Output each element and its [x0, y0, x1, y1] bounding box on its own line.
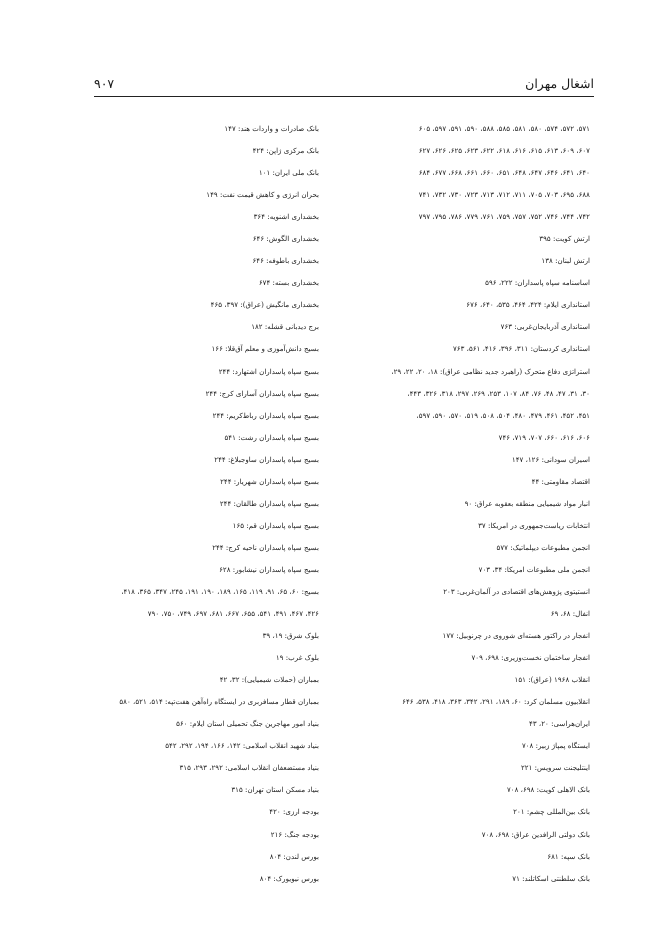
index-entry: بسیج سپاه پاسداران رباط‌کریم: ۲۴۴: [212, 410, 319, 420]
index-entry: انفال: ۶۸، ۶۹: [550, 609, 590, 619]
index-entry: بخشداری الگوش: ۶۴۶: [252, 234, 319, 244]
index-entry: بودجه جنگ: ۲۱۶: [270, 829, 319, 839]
index-entry: استانداری آذربایجان‌غربی: ۷۶۳: [500, 322, 590, 332]
index-entry: بانک سلطنتی اسکاتلند: ۷۱: [512, 873, 590, 883]
index-entry: انتخابات ریاست‌جمهوری در امریکا: ۳۷: [478, 520, 590, 530]
index-entry: بنیاد مستضعفان انقلاب اسلامی: ۲۹۲، ۲۹۳، ۳۱۵: [179, 763, 319, 773]
index-entry: ۴۵۱، ۴۵۲، ۴۶۱، ۴۷۹، ۴۸۰، ۵۰۴، ۵۰۸، ۵۱۹، ۵۷۰، ۵۹۰، ۵۹۷،: [416, 410, 590, 420]
index-entry: استانداری ایلام: ۴۲۴، ۴۶۴، ۵۳۵، ۶۴۰، ۶۷۶: [466, 300, 590, 310]
index-entry: بسیج سپاه پاسداران قم: ۱۶۵: [232, 520, 319, 530]
index-entry: ۳۰، ۳۱، ۴۷، ۴۸، ۷۶، ۸۴، ۱۰۷، ۲۵۳، ۲۶۹، ۲۹۷، ۳۱۸، ۳۲۶، ۴۴۳،: [407, 388, 590, 398]
index-entry: ایران‌هراسی: ۲۰، ۴۳: [529, 719, 590, 729]
index-column-right: [340, 118, 590, 890]
index-entry: بسیج سپاه پاسداران ساوجبلاغ: ۲۴۴: [214, 454, 319, 464]
index-entry: بنیاد مسکن استان تهران: ۳۱۵: [231, 785, 319, 795]
index-entry: بسیج سپاه پاسداران رشت: ۵۴۱: [224, 432, 319, 442]
index-entry: انقلاب ۱۹۶۸ (عراق): ۱۵۱: [514, 675, 590, 685]
index-entry: انبار مواد شیمیایی منطقه بعقوبه عراق: ۹۰: [464, 498, 590, 508]
index-entry: بسیج: ۶۰، ۶۵، ۹۱، ۱۱۹، ۱۶۵، ۱۸۹، ۱۹۰، ۱۹۱، ۲۴۵، ۳۴۷، ۳۶۵، ۴۱۸،: [121, 586, 319, 596]
index-entry: اینتلیجنت سرویس: ۲۲۱: [520, 763, 590, 773]
index-entry: بانک دولتی الرافدین عراق: ۶۹۸، ۷۰۸: [481, 829, 590, 839]
running-header: [94, 76, 594, 97]
index-entry: ارتش کویت: ۳۹۵: [539, 234, 590, 244]
index-entry: ۴۲۶، ۴۶۷، ۴۹۱، ۵۴۱، ۶۵۵، ۶۶۷، ۶۸۱، ۶۹۷، ۷۴۹، ۷۵۰، ۷۹۰: [147, 609, 319, 619]
index-entry: استراتژی دفاع متحرک (راهبرد جدید نظامی عراق): ۱۸، ۲۰، ۲۲، ۲۹،: [391, 366, 590, 376]
index-entry: بورس لندن: ۸۰۴: [269, 851, 319, 861]
index-entry: انستیتوی پژوهش‌های اقتصادی در آلمان‌غربی: ۲۰۳: [443, 586, 590, 596]
index-entry: بلوک غرب: ۱۹: [275, 653, 319, 663]
index-entry: بانک صادرات و واردات هند: ۱۴۷: [224, 124, 319, 133]
index-entry: ۶۰۶، ۶۱۶، ۶۶۰، ۷۰۷، ۷۱۹، ۷۴۶: [498, 432, 590, 442]
index-entry: بانک سپه: ۶۸۱: [547, 851, 590, 861]
index-entry: ۵۷۱، ۵۷۲، ۵۷۴، ۵۸۰، ۵۸۱، ۵۸۵، ۵۸۸، ۵۹۰، ۵۹۱، ۵۹۷، ۶۰۵: [418, 124, 590, 133]
index-entry: اساسنامه سپاه پاسداران: ۲۲۲، ۵۹۶: [485, 278, 590, 288]
index-entry: بانک الاهلی کویت: ۶۹۸، ۷۰۸: [506, 785, 590, 795]
index-entry: بخشداری اشنویه: ۳۶۴: [253, 212, 319, 222]
index-entry: بسیج سپاه پاسداران اشتهارد: ۲۴۴: [218, 366, 319, 376]
index-entry: بسیج سپاه پاسداران آسارای کرج: ۲۴۴: [205, 388, 319, 398]
index-entry: بانک بین‌المللی چشم: ۲۰۱: [513, 807, 590, 817]
index-entry: بخشداری مانگیش (عراق): ۳۹۷، ۴۶۵: [210, 300, 319, 310]
index-entry: ۶۴۰، ۶۴۱، ۶۴۶، ۶۴۷، ۶۴۸، ۶۵۱، ۶۶۰، ۶۶۱، ۶۶۸، ۶۷۷، ۶۸۴: [418, 168, 590, 178]
index-entry: بانک مرکزی ژاپن: ۴۲۴: [252, 146, 319, 156]
index-entry: بسیج سپاه پاسداران طالقان: ۲۴۴: [219, 498, 319, 508]
index-entry: بمباران (حملات شیمیایی): ۳۲، ۴۲: [219, 675, 319, 685]
index-entry: بسیج سپاه پاسداران ناحیه کرج: ۲۴۴: [212, 542, 319, 552]
chapter-title: اشغال مهران: [525, 76, 594, 91]
index-entry: ۶۰۷، ۶۰۹، ۶۱۳، ۶۱۵، ۶۱۶، ۶۱۸، ۶۲۲، ۶۲۳، ۶۲۵، ۶۲۶، ۶۲۷: [418, 146, 590, 156]
index-entry: بلوک شرق: ۱۹، ۳۹: [262, 631, 319, 641]
index-entry: برج دیدبانی قشله: ۱۸۲: [251, 322, 319, 332]
index-entry: انفجار در راکتور هسته‌ای شوروی در چرنوبیل: ۱۷۷: [442, 631, 590, 641]
index-column-left: [69, 118, 319, 890]
index-entry: ایستگاه پمپاژ زبیر: ۷۰۸: [521, 741, 590, 751]
index-entry: بسیج دانش‌آموزی و معلم آق‌قلا: ۱۶۶: [211, 344, 319, 354]
index-entry: بخشداری باطوفه: ۶۴۶: [252, 256, 319, 266]
index-entry: استانداری کردستان: ۳۱۱، ۳۹۶، ۴۱۶، ۵۶۱، ۷۶۳: [452, 344, 590, 354]
index-entry: انجمن ملی مطبوعات امریکا: ۳۴، ۷۰۳: [478, 564, 590, 574]
index-entry: بورس نیویورک: ۸۰۴: [259, 873, 319, 883]
index-entry: اسیران سودانی: ۱۲۶، ۱۴۷: [511, 454, 590, 464]
index-entry: بخشداری بسته: ۶۷۴: [258, 278, 319, 288]
index-entry: بحران انرژی و کاهش قیمت نفت: ۱۴۹: [206, 190, 319, 200]
index-entry: بسیج سپاه پاسداران شهریار: ۲۴۴: [220, 476, 319, 486]
index-entry: بانک ملی ایران: ۱۰۱: [258, 168, 319, 178]
index-entry: ارتش لبنان: ۱۳۸: [541, 256, 590, 266]
index-entry: ۷۴۲، ۷۴۴، ۷۴۶، ۷۵۲، ۷۵۷، ۷۵۹، ۷۶۱، ۷۷۹، ۷۸۶، ۷۹۵، ۷۹۷: [418, 212, 590, 222]
index-entry: انفجار ساختمان نخست‌وزیری: ۶۹۸، ۷۰۹: [471, 653, 590, 663]
index-entry: انقلابیون مسلمان کرد: ۶۰، ۱۸۹، ۲۹۱، ۳۴۲، ۳۶۳، ۴۱۸، ۵۳۸، ۶۴۶: [402, 697, 590, 707]
index-entry: بمباران قطار مسافربری در ایستگاه راه‌آهن هفت‌تپه: ۵۱۴، ۵۲۱، ۵۸۰: [119, 697, 319, 707]
index-entry: بنیاد امور مهاجرین جنگ تحمیلی استان ایلام: ۵۶۰: [176, 719, 319, 729]
index-entry: بودجه ارزی: ۴۲۰: [269, 807, 319, 817]
page-number: ۹۰۷: [94, 76, 115, 91]
index-entry: بسیج سپاه پاسداران نیشابور: ۶۲۸: [219, 564, 319, 574]
index-entry: انجمن مطبوعات دیپلماتیک: ۵۷۷: [496, 542, 590, 552]
index-entry: ۶۸۸، ۶۹۵، ۷۰۳، ۷۰۵، ۷۱۱، ۷۱۲، ۷۱۳، ۷۲۳، ۷۳۰، ۷۳۲، ۷۴۱: [418, 190, 590, 200]
index-entry: بنیاد شهید انقلاب اسلامی: ۱۴۲، ۱۶۶، ۱۹۴، ۲۹۲، ۵۴۲: [165, 741, 319, 751]
index-entry: اقتصاد مقاومتی: ۴۴: [531, 476, 590, 486]
